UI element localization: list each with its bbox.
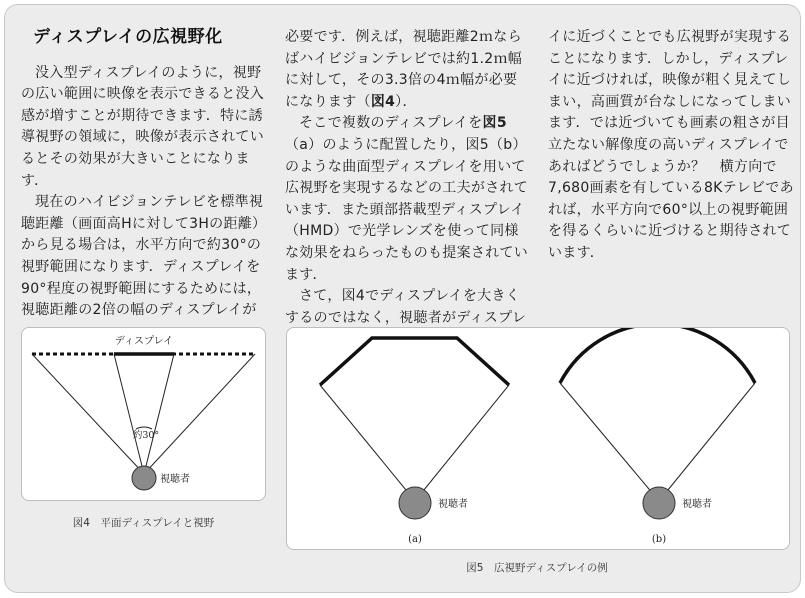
view-line-right <box>659 383 755 501</box>
sidebar-panel <box>4 4 801 593</box>
figure-4-caption: 図4 平面ディスプレイと視野 <box>72 517 215 529</box>
figure-reference: 図5 <box>482 115 507 132</box>
paragraph-text: そこで複数のディスプレイを <box>299 115 483 132</box>
viewer-label-b: 視聴者 <box>682 499 712 510</box>
paragraph: さて，図4でディスプレイを大きくするのではなく，視聴者がディスプレ <box>285 288 527 326</box>
paragraph: イに近づくことでも広視野が実現することになります．しかし，ディスプレイに近づければ，映像が粗く見えてしまい，高画質が台なしになってしまいます．では近づいても画素の粗さが目立たない解像度の高いディスプレイであればどうでしょうか？ 横方向で7,680画素を有している8Kテレビであれば，水平方向で60°以上の視野範囲を得るくらいに近づけると期待されています． <box>548 29 794 261</box>
paragraph <box>285 27 531 113</box>
paragraph-text: ）． <box>395 93 417 110</box>
text-column-1 <box>21 27 267 322</box>
view-line-left <box>320 385 415 501</box>
view-line-left <box>114 354 144 474</box>
viewer-head <box>132 466 156 490</box>
figure-5 <box>286 327 790 550</box>
figure-5-caption: 図5 広視野ディスプレイの例 <box>466 562 608 574</box>
figure-5-diagram <box>287 328 789 549</box>
text-column-3 <box>548 27 794 265</box>
paragraph-text: （a）のように配置したり，図5（b）のような曲面型ディスプレイを用いて広視野を実現するなどの工夫がされています．また頭部搭載型ディスプレイ（HMD）で光学レンズを使って同様な効果をねらったものも提案されています． <box>285 136 529 283</box>
text-column-2 <box>285 27 531 329</box>
angle-arc <box>136 427 152 429</box>
angle-label: 約30° <box>132 430 160 441</box>
viewer-head-b <box>643 487 675 519</box>
curved-display <box>560 328 755 383</box>
paragraph: 現在のハイビジョンテレビを標準視聴距離（画面高Hに対して3Hの距離）から見る場合は，水平方向で約30°の視野範囲になります．ディスプレイを90°程度の視野範囲にするためには，視聴距離の2倍の幅のディスプレイが <box>21 194 267 319</box>
wide-view-line-left <box>32 354 144 474</box>
paragraph <box>285 113 531 286</box>
view-line-right <box>415 385 509 501</box>
display-label: ディスプレイ <box>114 336 174 347</box>
multi-panel-display <box>320 338 509 385</box>
section-heading: ディスプレイの広視野化 <box>33 27 223 47</box>
figure-reference: 図4 <box>370 93 396 110</box>
figure-4 <box>21 327 266 501</box>
view-line-left <box>560 383 659 501</box>
view-line-right <box>144 354 174 474</box>
viewer-label-a: 視聴者 <box>438 499 468 510</box>
sub-label-a: (a) <box>408 534 422 545</box>
paragraph-text: 必要です．例えば，視聴距離2ｍならばハイビジョンテレビでは約1.2ｍ幅に対して，その3.3倍の4ｍ幅が必要になります（ <box>285 29 523 110</box>
wide-view-line-right <box>144 354 255 474</box>
sub-label-b: (b) <box>651 534 667 545</box>
viewer-head-a <box>399 487 431 519</box>
figure-4-diagram <box>22 328 265 500</box>
viewer-label: 視聴者 <box>160 474 190 485</box>
paragraph: 没入型ディスプレイのように，視野の広い範囲に映像を表示できると没入感が増すことが期待できます．特に誘導視野の領域に，映像が表示されているとその効果が大きいことになります． <box>21 64 265 189</box>
